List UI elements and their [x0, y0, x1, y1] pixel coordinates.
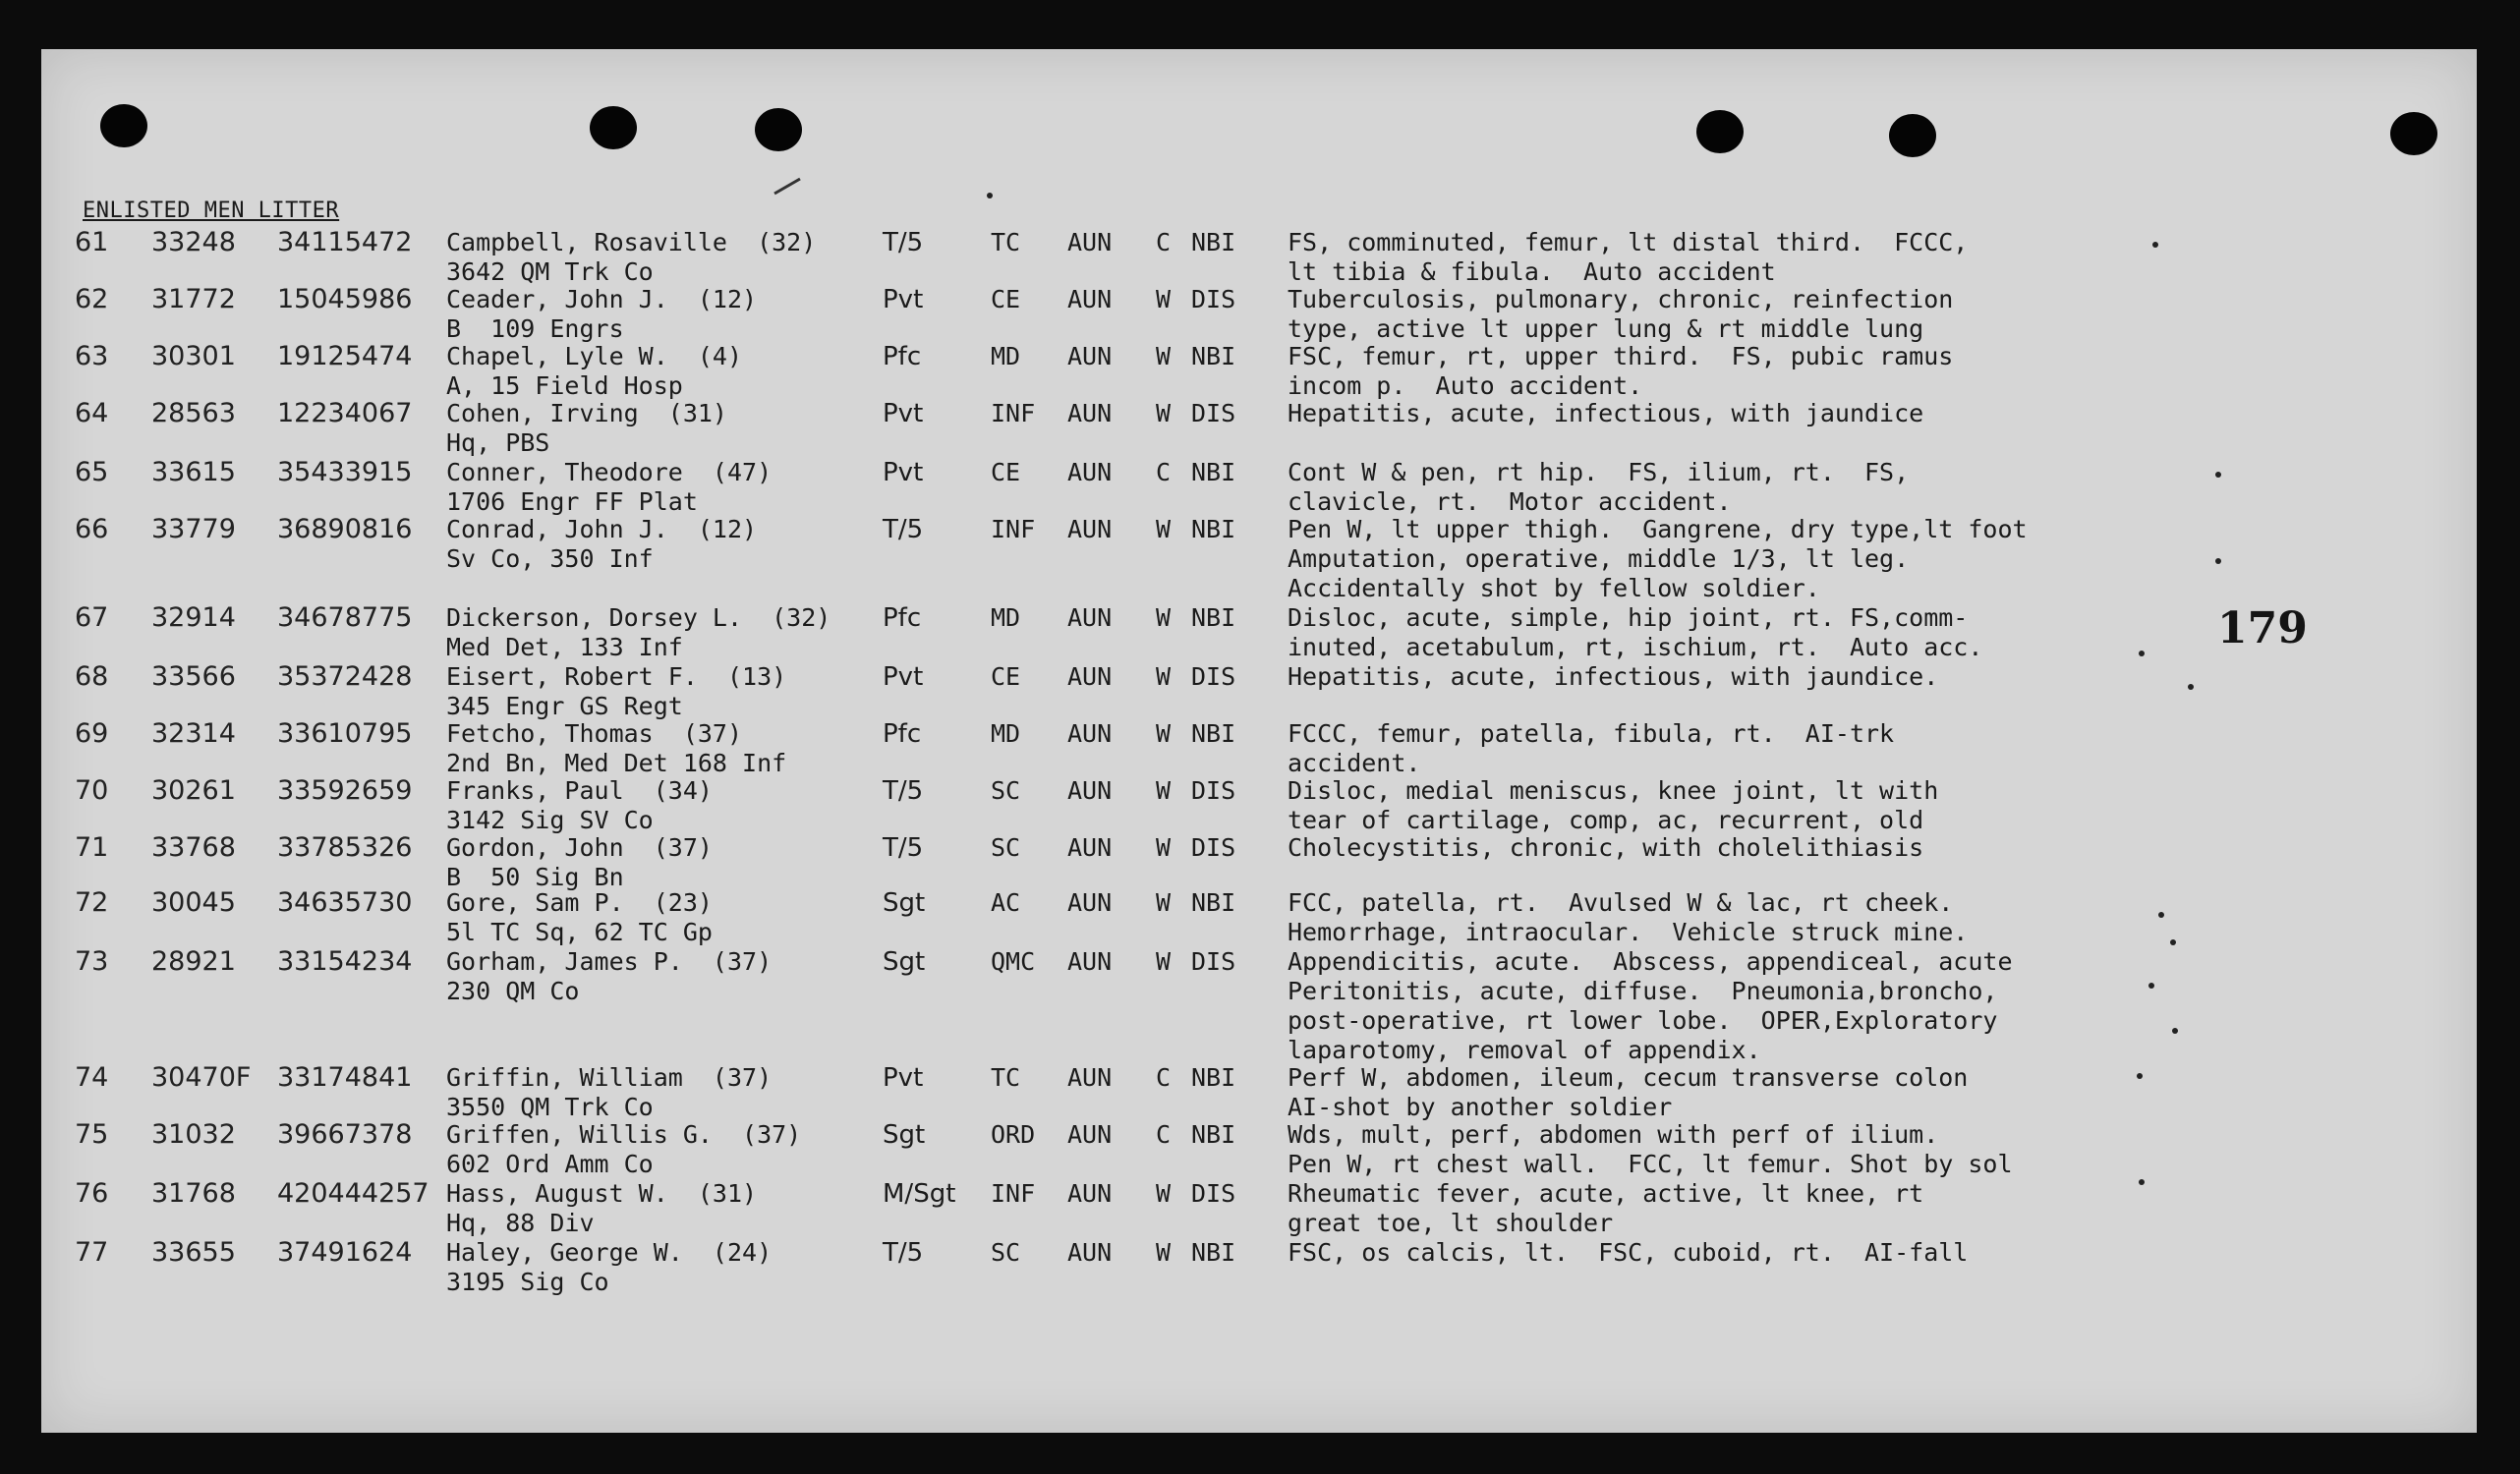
cw-code: C — [1156, 458, 1172, 486]
speck — [2170, 939, 2176, 945]
rank: Pvt — [883, 662, 924, 692]
rank: Pfc — [883, 719, 922, 749]
diagnosis-line: Appendicitis, acute. Abscess, appendiceal, acute — [1288, 947, 2013, 976]
branch: MD — [991, 719, 1021, 748]
status-code: AUN — [1067, 515, 1113, 543]
army-serial-number: 33154234 — [277, 946, 413, 977]
punch-hole — [755, 108, 802, 151]
diagnosis-line: incom p. Auto accident. — [1288, 371, 1643, 400]
diagnosis-line: FS, comminuted, femur, lt distal third. FCCC, — [1288, 228, 1969, 256]
diagnosis-line: FCC, patella, rt. Avulsed W & lac, rt cheek. — [1288, 888, 1954, 917]
serial-a: 30470F — [151, 1062, 252, 1093]
entry-number: 70 — [75, 775, 109, 806]
status-code: AUN — [1067, 662, 1113, 691]
serial-a: 30301 — [151, 341, 236, 371]
soldier-name-unit-line: Gorham, James P. (37) — [446, 947, 773, 976]
entry-number: 72 — [75, 887, 109, 918]
soldier-name-unit-line: B 109 Engrs — [446, 314, 624, 343]
class-code: NBI — [1191, 1063, 1236, 1092]
speck — [2188, 684, 2194, 690]
rank: T/5 — [883, 228, 924, 257]
serial-a: 32314 — [151, 718, 236, 749]
serial-a: 33566 — [151, 661, 236, 692]
rank: Sgt — [883, 947, 926, 977]
serial-a: 30045 — [151, 887, 236, 918]
soldier-name-unit-line: Campbell, Rosaville (32) — [446, 228, 817, 256]
cw-code: W — [1156, 603, 1172, 632]
army-serial-number: 37491624 — [277, 1237, 413, 1268]
class-code: DIS — [1191, 776, 1236, 805]
army-serial-number: 35372428 — [277, 661, 413, 692]
entry-number: 69 — [75, 718, 109, 749]
soldier-name-unit-line: B 50 Sig Bn — [446, 863, 624, 891]
speck — [2137, 1073, 2143, 1079]
entry-number: 68 — [75, 661, 109, 692]
rank: Pfc — [883, 342, 922, 371]
entry-number: 64 — [75, 398, 109, 428]
army-serial-number: 33592659 — [277, 775, 413, 806]
soldier-name-unit-line: A, 15 Field Hosp — [446, 371, 683, 400]
branch: SC — [991, 1238, 1021, 1267]
status-code: AUN — [1067, 833, 1113, 862]
punch-hole — [1889, 114, 1936, 157]
speck — [2139, 651, 2145, 656]
rank: T/5 — [883, 776, 924, 806]
rank: Pvt — [883, 399, 924, 428]
diagnosis-line: Tuberculosis, pulmonary, chronic, reinfection — [1288, 285, 1954, 313]
class-code: NBI — [1191, 1120, 1236, 1149]
diagnosis-line: Cont W & pen, rt hip. FS, ilium, rt. FS, — [1288, 458, 1910, 486]
soldier-name-unit-line: Griffen, Willis G. (37) — [446, 1120, 802, 1149]
soldier-name-unit-line: Haley, George W. (24) — [446, 1238, 773, 1267]
punch-hole — [100, 104, 147, 147]
soldier-name-unit-line: Cohen, Irving (31) — [446, 399, 727, 427]
soldier-name-unit-line: Hass, August W. (31) — [446, 1179, 758, 1208]
rank: T/5 — [883, 833, 924, 863]
speck — [2152, 242, 2158, 248]
class-code: DIS — [1191, 662, 1236, 691]
diagnosis-line: Hemorrhage, intraocular. Vehicle struck mine. — [1288, 918, 1969, 946]
entry-number: 61 — [75, 227, 109, 257]
diagnosis-line: tear of cartilage, comp, ac, recurrent, old — [1288, 806, 1924, 834]
class-code: DIS — [1191, 1179, 1236, 1208]
rank: Pvt — [883, 1063, 924, 1093]
class-code: NBI — [1191, 228, 1236, 256]
cw-code: W — [1156, 719, 1172, 748]
entry-number: 76 — [75, 1178, 109, 1209]
cw-code: C — [1156, 1120, 1172, 1149]
army-serial-number: 420444257 — [277, 1178, 430, 1209]
speck — [2148, 983, 2154, 989]
class-code: DIS — [1191, 947, 1236, 976]
status-code: AUN — [1067, 947, 1113, 976]
speck — [2139, 1179, 2145, 1185]
army-serial-number: 36890816 — [277, 514, 413, 544]
diagnosis-line: inuted, acetabulum, rt, ischium, rt. Auto acc. — [1288, 633, 1983, 661]
class-code: NBI — [1191, 603, 1236, 632]
branch: CE — [991, 662, 1021, 691]
entry-number: 66 — [75, 514, 109, 544]
list-header: ENLISTED MEN LITTER — [83, 198, 340, 223]
diagnosis-line: Peritonitis, acute, diffuse. Pneumonia,broncho, — [1288, 977, 1998, 1005]
rank: Pfc — [883, 603, 922, 633]
diagnosis-line: Amputation, operative, middle 1/3, lt leg. — [1288, 544, 1910, 573]
serial-a: 33768 — [151, 832, 236, 863]
class-code: NBI — [1191, 719, 1236, 748]
diagnosis-line: lt tibia & fibula. Auto accident — [1288, 257, 1776, 286]
entry-number: 65 — [75, 457, 109, 487]
army-serial-number: 35433915 — [277, 457, 413, 487]
entry-number: 74 — [75, 1062, 109, 1093]
status-code: AUN — [1067, 285, 1113, 313]
cw-code: W — [1156, 947, 1172, 976]
diagnosis-line: Wds, mult, perf, abdomen with perf of ilium. — [1288, 1120, 1939, 1149]
soldier-name-unit-line: 3642 QM Trk Co — [446, 257, 654, 286]
diagnosis-line: Hepatitis, acute, infectious, with jaundice — [1288, 399, 1924, 427]
speck — [2158, 912, 2164, 918]
cw-code: W — [1156, 1179, 1172, 1208]
serial-a: 33615 — [151, 457, 236, 487]
rank: Sgt — [883, 888, 926, 918]
status-code: AUN — [1067, 776, 1113, 805]
serial-a: 33655 — [151, 1237, 236, 1268]
class-code: NBI — [1191, 888, 1236, 917]
diagnosis-line: great toe, lt shoulder — [1288, 1209, 1614, 1237]
diagnosis-line: clavicle, rt. Motor accident. — [1288, 487, 1732, 516]
soldier-name-unit-line: Franks, Paul (34) — [446, 776, 713, 805]
diagnosis-line: accident. — [1288, 749, 1421, 777]
speck — [2172, 1028, 2178, 1034]
serial-a: 33779 — [151, 514, 236, 544]
serial-a: 28921 — [151, 946, 236, 977]
diagnosis-line: AI-shot by another soldier — [1288, 1093, 1673, 1121]
diagnosis-line: Rheumatic fever, acute, active, lt knee, rt — [1288, 1179, 1924, 1208]
branch: TC — [991, 1063, 1021, 1092]
soldier-name-unit-line: 1706 Engr FF Plat — [446, 487, 698, 516]
diagnosis-line: Accidentally shot by fellow soldier. — [1288, 574, 1820, 602]
entry-number: 75 — [75, 1119, 109, 1150]
cw-code: W — [1156, 776, 1172, 805]
cw-code: W — [1156, 833, 1172, 862]
soldier-name-unit-line: Gordon, John (37) — [446, 833, 713, 862]
diagnosis-line: Disloc, acute, simple, hip joint, rt. FS,comm- — [1288, 603, 1969, 632]
diagnosis-line: FCCC, femur, patella, fibula, rt. AI-trk — [1288, 719, 1895, 748]
diagnosis-line: Hepatitis, acute, infectious, with jaundice. — [1288, 662, 1939, 691]
branch: INF — [991, 1179, 1036, 1208]
soldier-name-unit-line: Dickerson, Dorsey L. (32) — [446, 603, 831, 632]
soldier-name-unit-line: 2nd Bn, Med Det 168 Inf — [446, 749, 787, 777]
soldier-name-unit-line: Med Det, 133 Inf — [446, 633, 683, 661]
serial-a: 31768 — [151, 1178, 236, 1209]
diagnosis-line: Perf W, abdomen, ileum, cecum transverse colon — [1288, 1063, 1969, 1092]
status-code: AUN — [1067, 719, 1113, 748]
cw-code: W — [1156, 399, 1172, 427]
status-code: AUN — [1067, 603, 1113, 632]
rank: Pvt — [883, 285, 924, 314]
army-serial-number: 34115472 — [277, 227, 413, 257]
diagnosis-line: Cholecystitis, chronic, with cholelithiasis — [1288, 833, 1924, 862]
serial-a: 28563 — [151, 398, 236, 428]
cw-code: W — [1156, 662, 1172, 691]
status-code: AUN — [1067, 399, 1113, 427]
diagnosis-line: Pen W, rt chest wall. FCC, lt femur. Shot by sol — [1288, 1150, 2013, 1178]
branch: INF — [991, 399, 1036, 427]
soldier-name-unit-line: Gore, Sam P. (23) — [446, 888, 713, 917]
rank: M/Sgt — [883, 1179, 956, 1209]
cw-code: W — [1156, 515, 1172, 543]
soldier-name-unit-line: Ceader, John J. (12) — [446, 285, 758, 313]
status-code: AUN — [1067, 1238, 1113, 1267]
serial-a: 33248 — [151, 227, 236, 257]
soldier-name-unit-line: Eisert, Robert F. (13) — [446, 662, 787, 691]
soldier-name-unit-line: Conner, Theodore (47) — [446, 458, 773, 486]
army-serial-number: 33785326 — [277, 832, 413, 863]
army-serial-number: 34678775 — [277, 602, 413, 633]
class-code: NBI — [1191, 458, 1236, 486]
class-code: DIS — [1191, 399, 1236, 427]
branch: MD — [991, 603, 1021, 632]
soldier-name-unit-line: Chapel, Lyle W. (4) — [446, 342, 743, 370]
serial-a: 30261 — [151, 775, 236, 806]
soldier-name-unit-line: Sv Co, 350 Inf — [446, 544, 654, 573]
soldier-name-unit-line: 602 Ord Amm Co — [446, 1150, 654, 1178]
soldier-name-unit-line: Hq, 88 Div — [446, 1209, 595, 1237]
branch: SC — [991, 776, 1021, 805]
status-code: AUN — [1067, 888, 1113, 917]
entry-number: 77 — [75, 1237, 109, 1268]
soldier-name-unit-line: Fetcho, Thomas (37) — [446, 719, 743, 748]
soldier-name-unit-line: 5l TC Sq, 62 TC Gp — [446, 918, 713, 946]
speck — [987, 193, 993, 198]
class-code: NBI — [1191, 515, 1236, 543]
status-code: AUN — [1067, 1063, 1113, 1092]
entry-number: 73 — [75, 946, 109, 977]
army-serial-number: 12234067 — [277, 398, 413, 428]
soldier-name-unit-line: Hq, PBS — [446, 428, 550, 457]
soldier-name-unit-line: 230 QM Co — [446, 977, 580, 1005]
punch-hole — [2390, 112, 2437, 155]
soldier-name-unit-line: 3142 Sig SV Co — [446, 806, 654, 834]
rank: Pvt — [883, 458, 924, 487]
diagnosis-line: laparotomy, removal of appendix. — [1288, 1036, 1761, 1064]
diagnosis-line: FSC, os calcis, lt. FSC, cuboid, rt. AI-fall — [1288, 1238, 1969, 1267]
cw-code: W — [1156, 1238, 1172, 1267]
cw-code: W — [1156, 888, 1172, 917]
entry-number: 67 — [75, 602, 109, 633]
diagnosis-line: FSC, femur, rt, upper third. FS, pubic ramus — [1288, 342, 1954, 370]
diagnosis-line: post-operative, rt lower lobe. OPER,Exploratory — [1288, 1006, 1998, 1035]
rank: T/5 — [883, 515, 924, 544]
branch: AC — [991, 888, 1021, 917]
status-code: AUN — [1067, 1120, 1113, 1149]
diagnosis-line: Disloc, medial meniscus, knee joint, lt with — [1288, 776, 1939, 805]
class-code: DIS — [1191, 833, 1236, 862]
diagnosis-line: Pen W, lt upper thigh. Gangrene, dry type,lt foot — [1288, 515, 2028, 543]
branch: TC — [991, 228, 1021, 256]
soldier-name-unit-line: 345 Engr GS Regt — [446, 692, 683, 720]
serial-a: 32914 — [151, 602, 236, 633]
class-code: NBI — [1191, 1238, 1236, 1267]
branch: CE — [991, 285, 1021, 313]
soldier-name-unit-line: 3550 QM Trk Co — [446, 1093, 654, 1121]
army-serial-number: 19125474 — [277, 341, 413, 371]
cw-code: W — [1156, 342, 1172, 370]
status-code: AUN — [1067, 1179, 1113, 1208]
army-serial-number: 15045986 — [277, 284, 413, 314]
soldier-name-unit-line: Conrad, John J. (12) — [446, 515, 758, 543]
branch: CE — [991, 458, 1021, 486]
serial-a: 31772 — [151, 284, 236, 314]
entry-number: 63 — [75, 341, 109, 371]
cw-code: C — [1156, 1063, 1172, 1092]
branch: QMC — [991, 947, 1036, 976]
army-serial-number: 39667378 — [277, 1119, 413, 1150]
serial-a: 31032 — [151, 1119, 236, 1150]
branch: MD — [991, 342, 1021, 370]
status-code: AUN — [1067, 228, 1113, 256]
page-number: 179 — [2217, 603, 2308, 653]
branch: ORD — [991, 1120, 1036, 1149]
class-code: NBI — [1191, 342, 1236, 370]
status-code: AUN — [1067, 458, 1113, 486]
class-code: DIS — [1191, 285, 1236, 313]
punch-hole — [1696, 110, 1744, 153]
cw-code: C — [1156, 228, 1172, 256]
entry-number: 71 — [75, 832, 109, 863]
diagnosis-line: type, active lt upper lung & rt middle lung — [1288, 314, 1924, 343]
rank: Sgt — [883, 1120, 926, 1150]
cw-code: W — [1156, 285, 1172, 313]
status-code: AUN — [1067, 342, 1113, 370]
entry-number: 62 — [75, 284, 109, 314]
branch: SC — [991, 833, 1021, 862]
soldier-name-unit-line: 3195 Sig Co — [446, 1268, 609, 1296]
soldier-name-unit-line: Griffin, William (37) — [446, 1063, 773, 1092]
army-serial-number: 33174841 — [277, 1062, 413, 1093]
army-serial-number: 33610795 — [277, 718, 413, 749]
branch: INF — [991, 515, 1036, 543]
rank: T/5 — [883, 1238, 924, 1268]
punch-hole — [590, 106, 637, 149]
speck — [2215, 558, 2221, 564]
army-serial-number: 34635730 — [277, 887, 413, 918]
speck — [2215, 472, 2221, 478]
